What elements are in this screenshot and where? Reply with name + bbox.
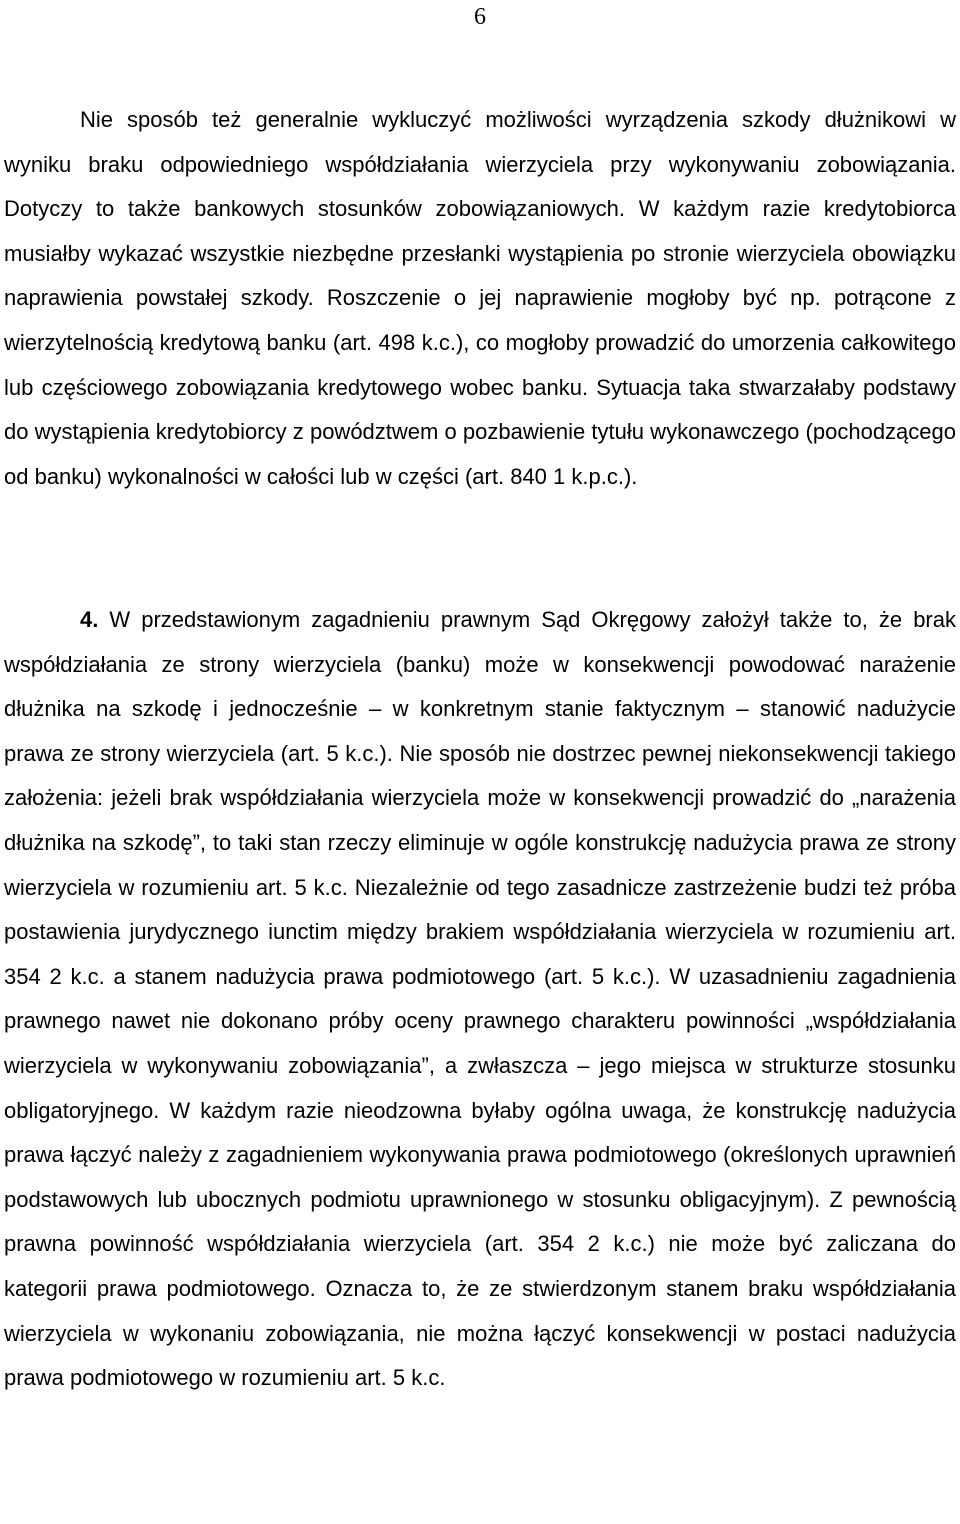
paragraph-1 bbox=[4, 98, 956, 499]
paragraph-2-text: W przedstawionym zagadnieniu prawnym Sąd Okręgowy założył także to, że brak współdziałania ze strony wierzyciela (banku) może w konsekwencji powodować narażenie dłużnika na szkodę i jednocześnie – w konkretnym stanie faktycznym – stanowić nadużycie prawa ze strony wierzyciela (art. 5 k.c.). Nie sposób nie dostrzec pewnej niekonsekwencji takiego założenia: jeżeli brak współdziałania wierzyciela może w konsekwencji prowadzić do „narażenia dłużnika na szkodę”, to taki stan rzeczy eliminuje w ogóle konstrukcję nadużycia prawa ze strony wierzyciela w rozumieniu art. 5 k.c. Niezależnie od tego zasadnicze zastrzeżenie budzi też próba postawienia jurydycznego iunctim między brakiem współdziałania wierzyciela w rozumieniu art. 354 2 k.c. a stanem nadużycia prawa podmiotowego (art. 5 k.c.). W uzasadnieniu zagadnienia prawnego nawet nie dokonano próby oceny prawnego charakteru powinności „współdziałania wierzyciela w wykonywaniu zobowiązania”, a zwłaszcza – jego miejsca w strukturze stosunku obligatoryjnego. W każdym razie nieodzowna byłaby ogólna uwaga, że konstrukcję nadużycia prawa łączyć należy z zagadnieniem wykonywania prawa podmiotowego (określonych uprawnień podstawowych lub ubocznych podmiotu uprawnionego w stosunku obligacyjnym). Z pewnością prawna powinność współdziałania wierzyciela (art. 354 2 k.c.) nie może być zaliczana do kategorii prawa podmiotowego. Oznacza to, że ze stwierdzonym stanem braku współdziałania wierzyciela w wykonaniu zobowiązania, nie można łączyć konsekwencji w postaci nadużycia prawa podmiotowego w rozumieniu art. 5 k.c. bbox=[4, 607, 956, 1391]
paragraph-1-text: Nie sposób też generalnie wykluczyć możliwości wyrządzenia szkody dłużnikowi w wyniku braku odpowiedniego współdziałania wierzyciela przy wykonywaniu zobowiązania. Dotyczy to także bankowych stosunków zobowiązaniowych. W każdym razie kredytobiorca musiałby wykazać wszystkie niezbędne przesłanki wystąpienia po stronie wierzyciela obowiązku naprawienia powstałej szkody. Roszczenie o jej naprawienie mogłoby być np. potrącone z wierzytelnością kredytową banku (art. 498 k.c.), co mogłoby prowadzić do umorzenia całkowitego lub częściowego zobowiązania kredytowego wobec banku. Sytuacja taka stwarzałaby podstawy do wystąpienia kredytobiorcy z powództwem o pozbawienie tytułu wykonawczego (pochodzącego od banku) wykonalności w całości lub w części (art. 840 1 k.p.c.). bbox=[4, 107, 956, 489]
page-number: 6 bbox=[474, 4, 486, 30]
paragraph-2 bbox=[4, 598, 956, 1401]
paragraph-2-number: 4. bbox=[80, 607, 99, 632]
